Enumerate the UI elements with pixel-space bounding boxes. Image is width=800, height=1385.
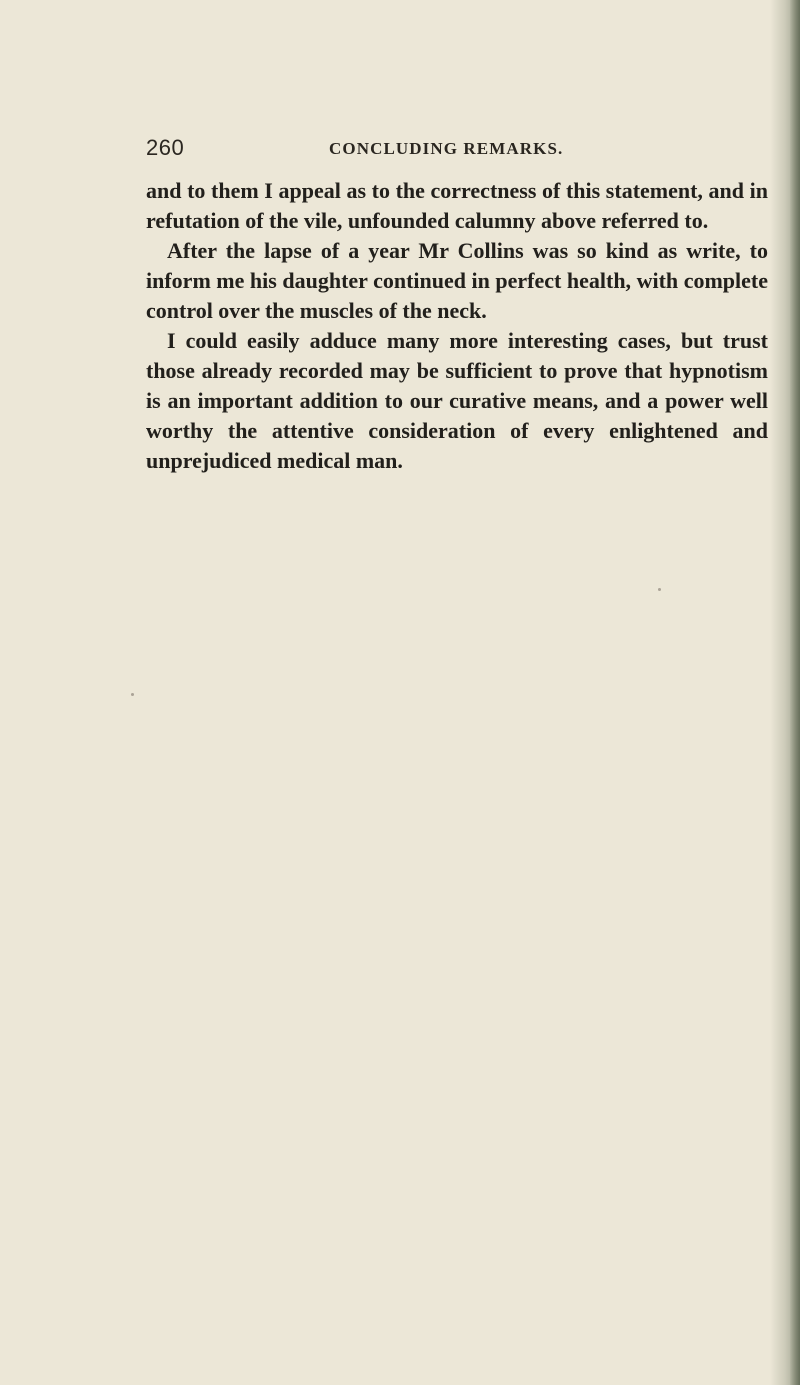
running-head — [146, 135, 766, 165]
body-text — [146, 176, 768, 476]
page-number: 260 — [146, 135, 185, 160]
paper-speck — [131, 693, 134, 696]
page-edge-shadow — [790, 0, 800, 1385]
paper-speck — [658, 588, 661, 591]
paragraph-2: After the lapse of a year Mr Collins was so kind as write, to inform me his daughter continued in perfect health, with complete control over the muscles of the neck. — [146, 238, 768, 323]
chapter-title: CONCLUDING REMARKS. — [329, 139, 564, 158]
paragraph-3: I could easily adduce many more interesting cases, but trust those already recorded may be sufficient to prove that hypnotism is an important addition to our curative means, and a power well worthy the attentive consideration of every enlightened and unprejudiced medical man. — [146, 328, 768, 473]
paragraph-1: and to them I appeal as to the correctness of this statement, and in refutation of the vile, unfounded calumny above referred to. — [146, 178, 768, 233]
